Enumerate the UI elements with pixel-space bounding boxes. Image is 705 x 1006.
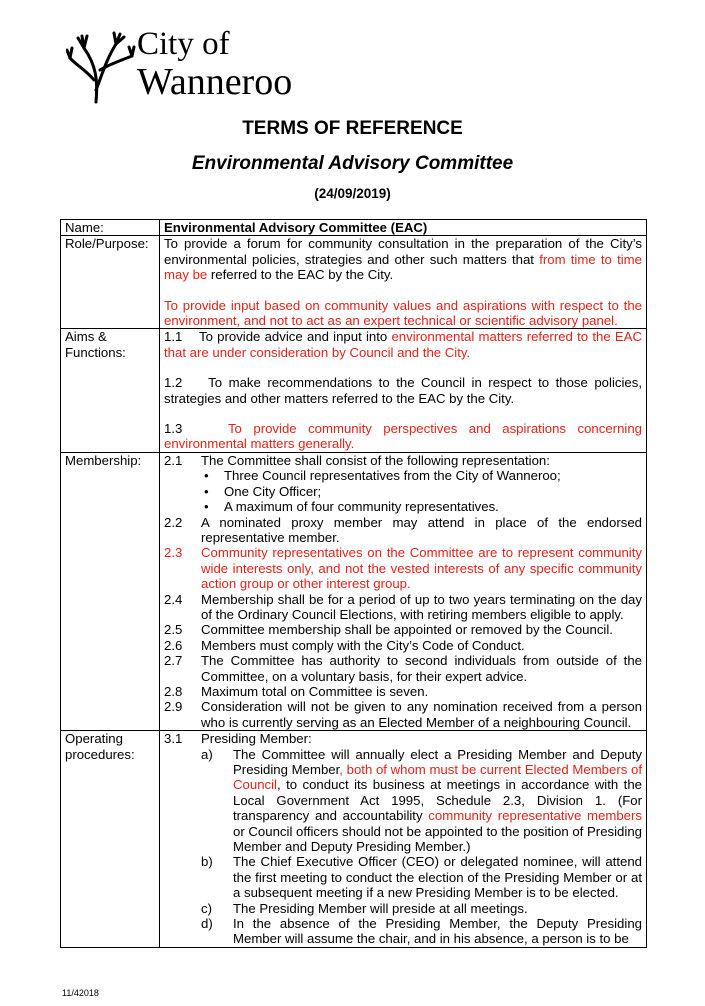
logo-wanneroo: Wanneroo	[137, 61, 293, 103]
list-item: • One City Officer;	[204, 483, 322, 499]
row-label: Name:	[61, 220, 160, 236]
row-label: Role/Purpose:	[61, 236, 160, 329]
operating-row	[61, 731, 647, 948]
document-subtitle: Environmental Advisory Committee	[191, 153, 514, 174]
aims-content: 1.1 To provide advice and input into environmental matters referred to the EAC that are under consideration by Council and the City. 1.2 To make recommendations to the Council in respect to those policies, strategies and other matters referred to the EAC by the City. 1.3 To provide community perspectives and aspirations concerning environmental matters generally.	[160, 329, 647, 452]
role-content: To provide a forum for community consultation in the preparation of the City’s environmental policies, strategies and other such matters that from time to time may be referred to the EAC by the City. To provide input based on community values and aspirations with respect to the environment, and not to act as an expert technical or scientific advisory panel.	[160, 236, 647, 329]
membership-content: 2.1 The Committee shall consist of the following representation: • Three Council representatives from the City of Wanneroo; • One City Officer; • A maximum of four community representatives. 2.2 A nominated proxy member may attend in place of the endorsed representative member. 2.3 Community representatives on the Committee are to represent community wide interests only, and not the vested interests of any specific community action group or other interest group. 2.4 Membership shall be for a period of up to two years terminating on the day of the Ordinary Council Elections, with retiring members eligible to apply. 2.5 Committee membership shall be appointed or removed by the Council. 2.6 Members must comply with the City’s Code of Conduct. 2.7 The Committee has authority to second individuals from outside of the Committee, on a voluntary basis, for their expert advice. 2.8 Maximum total on Committee is seven. 2.9 Consideration will not be given to any nomination received from a person who is currently serving as an Elected Member of a neighbouring Council.	[160, 452, 647, 730]
role-row	[61, 236, 647, 329]
footer-reference: 11/42018	[62, 988, 99, 998]
committee-name: Environmental Advisory Committee (EAC)	[160, 220, 647, 236]
row-label: Aims & Functions:	[61, 329, 160, 452]
name-row	[61, 220, 647, 236]
row-label: Operating procedures:	[61, 731, 160, 948]
operating-content: 3.1 Presiding Member: a) The Committee will annually elect a Presiding Member and Deputy Presiding Member, both of whom must be current Elected Members of Council, to conduct its business at meetings in accordance with the Local Government Act 1995, Schedule 2.3, Division 1. (For transparency and accountability community representative members or Council officers should not be appointed to the position of Presiding Member and Deputy Presiding Member.) b) The Chief Executive Officer (CEO) or delegated nominee, will attend the first meeting to conduct the election of the Presiding Member or at a subsequent meeting if a new Presiding Member is to be elected. c) The Presiding Member will preside at all meetings. d) In the absence of the Presiding Member, the Deputy Presiding Member will assume the chair, and in his absence, a person is to be	[160, 731, 647, 948]
document-date: (24/09/2019)	[314, 186, 391, 201]
terms-table	[60, 219, 647, 948]
row-label: Membership:	[61, 452, 160, 730]
logo-city-of: City of	[137, 26, 230, 62]
document-title: TERMS OF REFERENCE	[242, 118, 463, 139]
membership-row	[61, 452, 647, 730]
kangaroo-paw-icon	[66, 30, 136, 105]
list-item: • A maximum of four community representatives.	[204, 499, 499, 515]
list-item: • Three Council representatives from the City of Wanneroo;	[204, 468, 561, 484]
aims-row	[61, 329, 647, 452]
